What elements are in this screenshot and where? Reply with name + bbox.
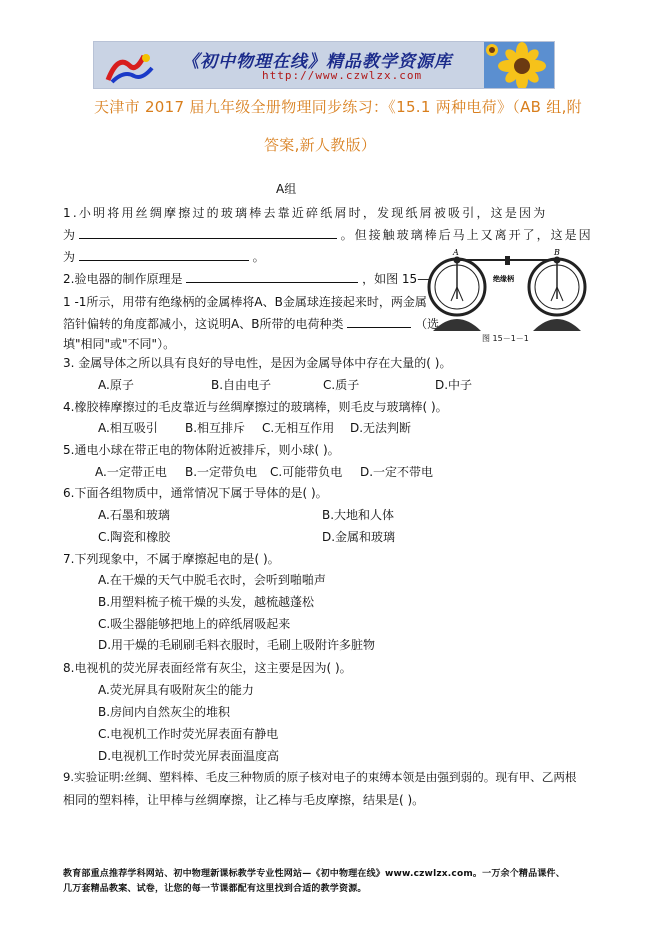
q3-option-a[interactable]: A.原子 bbox=[98, 378, 134, 392]
q7-option-b[interactable]: B.用塑料梳子梳干燥的头发，越梳越蓬松 bbox=[98, 595, 315, 609]
q2-line2: 1 -1所示，用带有绝缘柄的金属棒将A、B金属球连接起来时，两金属 bbox=[63, 295, 427, 309]
q3-option-d[interactable]: D.中子 bbox=[435, 378, 473, 392]
q2-line3-suffix: （选 bbox=[415, 317, 440, 331]
q4-option-b[interactable]: B.相互排斥 bbox=[185, 421, 246, 435]
document-title-line1: 天津市 2017 届九年级全册物理同步练习：《15.1 两种电荷》（AB 组,附 bbox=[94, 98, 582, 116]
q6-option-d[interactable]: D.金属和玻璃 bbox=[322, 530, 396, 544]
q2-line4: 填"相同"或"不同"）。 bbox=[63, 337, 176, 351]
site-logo bbox=[100, 46, 160, 86]
q7-option-a[interactable]: A.在干燥的天气中脱毛衣时，会听到啪啪声 bbox=[98, 573, 326, 587]
q9-line2: 相同的塑料棒，让甲棒与丝绸摩擦，让乙棒与毛皮摩擦，结果是( )。 bbox=[63, 793, 425, 807]
electroscope-a bbox=[429, 257, 485, 332]
figure-caption: 图 15－1－1 bbox=[482, 334, 529, 343]
q1-line3-prefix: 为 bbox=[63, 250, 76, 264]
q1-line3 bbox=[63, 248, 265, 265]
header-banner bbox=[93, 41, 555, 89]
insulated-handle bbox=[505, 256, 510, 265]
q5-option-d[interactable]: D.一定不带电 bbox=[360, 465, 434, 479]
q6-option-b[interactable]: B.大地和人体 bbox=[322, 508, 395, 522]
q4-option-a[interactable]: A.相互吸引 bbox=[98, 421, 158, 435]
q8-option-d[interactable]: D.电视机工作时荧光屏表面温度高 bbox=[98, 749, 280, 763]
banner-url[interactable]: http://www.czwlzx.com bbox=[262, 69, 423, 82]
q4-stem: 4.橡胶棒摩擦过的毛皮靠近与丝绸摩擦过的玻璃棒，则毛皮与玻璃棒( )。 bbox=[63, 400, 448, 414]
q3-option-c[interactable]: C.质子 bbox=[323, 378, 360, 392]
section-heading: A组 bbox=[276, 182, 297, 196]
q9-line1: 9.实验证明:丝绸、塑料棒、毛皮三种物质的原子核对电子的束缚本领是由强到弱的。现有甲、乙两根 bbox=[63, 770, 577, 784]
q1-line2-suffix: 。但接触玻璃棒后马上又离开了，这是因 bbox=[340, 228, 593, 242]
q1-blank-1[interactable] bbox=[79, 226, 337, 239]
q1-blank-2[interactable] bbox=[79, 248, 249, 261]
q6-option-a[interactable]: A.石墨和玻璃 bbox=[98, 508, 170, 522]
q4-option-c[interactable]: C.无相互作用 bbox=[262, 421, 335, 435]
q7-option-c[interactable]: C.吸尘器能够把地上的碎纸屑吸起来 bbox=[98, 617, 291, 631]
q3-option-b[interactable]: B.自由电子 bbox=[211, 378, 272, 392]
q2-line3-prefix: 箔针偏转的角度都减小，这说明A、B所带的电荷种类 bbox=[63, 317, 344, 331]
document-title-line2: 答案,新人教版） bbox=[264, 136, 377, 154]
footer-line1: 教育部重点推荐学科网站、初中物理新课标教学专业性网站—《初中物理在线》www.czwlzx.com。一万余个精品课件、 bbox=[63, 869, 565, 879]
figure-rod-label: 绝缘柄 bbox=[493, 275, 514, 283]
q1-line2-prefix: 为 bbox=[63, 228, 76, 242]
sunflower-icon bbox=[484, 42, 554, 88]
q6-stem: 6.下面各组物质中，通常情况下属于导体的是( )。 bbox=[63, 486, 328, 500]
q8-option-c[interactable]: C.电视机工作时荧光屏表面有静电 bbox=[98, 727, 279, 741]
q1-line2 bbox=[63, 226, 593, 243]
q6-option-c[interactable]: C.陶瓷和橡胶 bbox=[98, 530, 171, 544]
figure-label-b: B bbox=[554, 248, 560, 257]
q5-option-c[interactable]: C.可能带负电 bbox=[270, 465, 343, 479]
figure-label-a: A bbox=[453, 248, 459, 257]
q8-stem: 8.电视机的荧光屏表面经常有灰尘，这主要是因为( )。 bbox=[63, 661, 352, 675]
q2-line1-suffix: ，如图 15— bbox=[362, 272, 430, 286]
q4-option-d[interactable]: D.无法判断 bbox=[350, 421, 412, 435]
q2-line1-prefix: 2.验电器的制作原理是 bbox=[63, 272, 183, 286]
footer-line2: 几万套精品教案、试卷，让您的每一节课都配有这里找到合适的教学资源。 bbox=[63, 884, 367, 894]
q5-option-a[interactable]: A.一定带正电 bbox=[95, 465, 167, 479]
q2-line3 bbox=[63, 315, 439, 332]
banner-title: 《初中物理在线》精品教学资源库 bbox=[182, 52, 452, 72]
q7-option-d[interactable]: D.用干燥的毛刷刷毛料衣服时，毛刷上吸附许多脏物 bbox=[98, 638, 376, 652]
q2-blank-2[interactable] bbox=[347, 315, 411, 328]
electroscope-figure bbox=[425, 247, 595, 335]
q5-option-b[interactable]: B.一定带负电 bbox=[185, 465, 258, 479]
q2-line1 bbox=[63, 270, 429, 287]
q8-option-b[interactable]: B.房间内自然灰尘的堆积 bbox=[98, 705, 231, 719]
q2-blank-1[interactable] bbox=[186, 270, 358, 283]
q3-stem: 3. 金属导体之所以具有良好的导电性，是因为金属导体中存在大量的( )。 bbox=[63, 356, 452, 370]
q1-line3-suffix: 。 bbox=[252, 250, 265, 264]
q1-line1: 1.小明将用丝绸摩擦过的玻璃棒去靠近碎纸屑时，发现纸屑被吸引，这是因为 bbox=[63, 206, 548, 220]
q7-stem: 7.下列现象中，不属于摩擦起电的是( )。 bbox=[63, 552, 280, 566]
electroscope-b bbox=[529, 257, 585, 332]
q5-stem: 5.通电小球在带正电的物体附近被排斥，则小球( )。 bbox=[63, 443, 340, 457]
q8-option-a[interactable]: A.荧光屏具有吸附灰尘的能力 bbox=[98, 683, 254, 697]
